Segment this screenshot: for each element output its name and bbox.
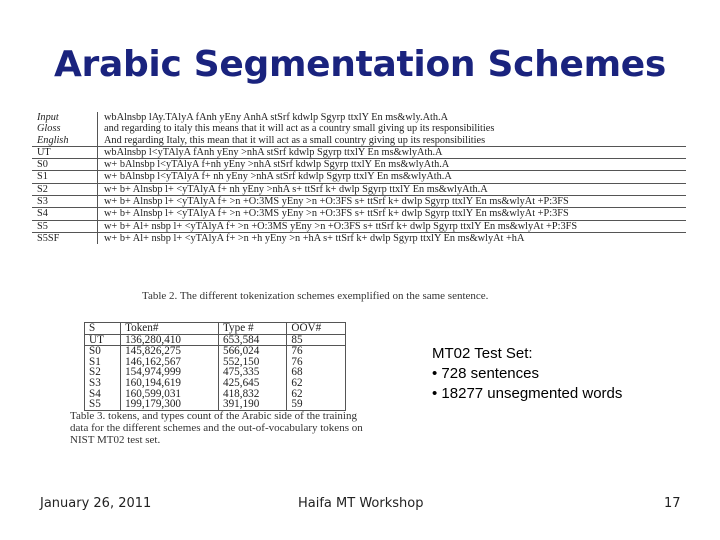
table-cell: 199,179,300 [121, 399, 219, 410]
row-label: Gloss [32, 123, 98, 134]
row-label: S3 [32, 196, 98, 208]
row-label: S5 [32, 220, 98, 232]
table-row [32, 183, 686, 195]
table-row [32, 135, 686, 147]
table-row [85, 334, 346, 346]
table-row [85, 389, 346, 400]
table-cell: 391,190 [218, 399, 286, 410]
table-cell: S2 [85, 367, 121, 378]
table-row [85, 367, 346, 378]
table-cell: 154,974,999 [121, 367, 219, 378]
row-label: Input [32, 112, 98, 123]
row-text: and regarding to italy this means that it will act as a country small giving up its responsibilities [104, 123, 495, 135]
row-text: wbAlnsbp l<yTAlyA fAnh yEny >nhA stSrf kdwlp Sgyrp ttxlY En ms&wlyAth.A [98, 146, 687, 158]
table-cell: 418,832 [218, 389, 286, 400]
table-cell: 145,826,275 [121, 346, 219, 357]
table-row [85, 346, 346, 357]
table-row [85, 399, 346, 410]
table-row [32, 123, 686, 134]
table-cell: S3 [85, 378, 121, 389]
table-row [32, 232, 686, 244]
table3-caption: Table 3. tokens, and types count of the Arabic side of the training data for the different schemes and the out-of-vocabulary tokens on NIST MT02 test set. [70, 410, 363, 446]
bullet-item: • 728 sentences [432, 365, 539, 382]
table-cell: 136,280,410 [121, 334, 219, 346]
tokenization-schemes-table [32, 112, 686, 244]
table-row [32, 171, 686, 183]
row-label: S5SF [32, 232, 98, 244]
row-label: S0 [32, 159, 98, 171]
table-row [32, 112, 686, 123]
table-cell: 85 [287, 334, 346, 346]
column-header: OOV# [287, 323, 346, 335]
row-text: w+ bAlnsbp l<yTAlyA f+ nh yEny >nhA stSrf kdwlp Sgyrp ttxlY En ms&wlyAth.A [98, 171, 687, 183]
table-row [85, 378, 346, 389]
table-header-row [85, 323, 346, 335]
table-cell: S5 [85, 399, 121, 410]
column-header: Token# [121, 323, 219, 335]
row-text: wbAlnsbp lAy.TAlyA fAnh yEny AnhA stSrf kdwlp Sgyrp ttxlY En ms&wly.Ath.A [104, 112, 449, 123]
table-row [32, 208, 686, 220]
notes-heading: MT02 Test Set: [432, 345, 533, 362]
row-label: English [32, 135, 98, 147]
table-cell: S4 [85, 389, 121, 400]
footer-workshop: Haifa MT Workshop [298, 496, 424, 511]
table-cell: 68 [287, 367, 346, 378]
table2-caption: Table 2. The different tokenization schemes exemplified on the same sentence. [142, 290, 489, 302]
table-cell: 160,194,619 [121, 378, 219, 389]
column-header: S [85, 323, 121, 335]
row-text: w+ b+ Alnsbp l+ <yTAlyA f+ >n +O:3MS yEny >n +O:3FS s+ ttSrf k+ dwlp Sgyrp ttxlY En ms&wlyAt +P:3FS [98, 196, 687, 208]
row-text: w+ bAlnsbp l<yTAlyA f+nh yEny >nhA stSrf kdwlp Sgyrp ttxlY En ms&wlyAth.A [98, 159, 687, 171]
table-cell: 76 [287, 357, 346, 368]
row-text: w+ b+ Alnsbp l+ <yTAlyA f+ >n +O:3MS yEny >n +O:3FS s+ ttSrf k+ dwlp Sgyrp ttxlY En ms&wlyAt +P:3FS [98, 208, 687, 220]
slide-title: Arabic Segmentation Schemes [53, 44, 667, 85]
table-cell: 425,645 [218, 378, 286, 389]
table-cell: 76 [287, 346, 346, 357]
table-row [32, 159, 686, 171]
table-row [85, 357, 346, 368]
row-label: S2 [32, 183, 98, 195]
row-text: w+ b+ Al+ nsbp l+ <yTAlyA f+ >n +h yEny >n +hA s+ ttSrf k+ dwlp Sgyrp ttxlY En ms&wlyAt +hA [98, 232, 687, 244]
table-cell: 160,599,031 [121, 389, 219, 400]
row-label: S4 [32, 208, 98, 220]
table-cell: 653,584 [218, 334, 286, 346]
token-counts-table [84, 322, 346, 411]
row-text: w+ b+ Alnsbp l+ <yTAlyA f+ nh yEny >nhA s+ ttSrf k+ dwlp Sgyrp ttxlY En ms&wlyAth.A [98, 183, 687, 195]
table-cell: 146,162,567 [121, 357, 219, 368]
table-cell: 62 [287, 378, 346, 389]
table-cell: UT [85, 334, 121, 346]
table-cell: 475,335 [218, 367, 286, 378]
column-header: Type # [218, 323, 286, 335]
row-label: S1 [32, 171, 98, 183]
table-row [32, 196, 686, 208]
table-cell: S0 [85, 346, 121, 357]
table-cell: 59 [287, 399, 346, 410]
row-text: And regarding Italy, this mean that it will act as a small country giving up its responsibilities [104, 134, 486, 146]
table-cell: 566,024 [218, 346, 286, 357]
table-cell: S1 [85, 357, 121, 368]
row-label: UT [32, 146, 98, 158]
table-cell: 552,150 [218, 357, 286, 368]
page-number: 17 [664, 496, 681, 511]
table-cell: 62 [287, 389, 346, 400]
table-row [32, 146, 686, 158]
test-set-notes [432, 344, 622, 404]
row-text: w+ b+ Al+ nsbp l+ <yTAlyA f+ >n +O:3MS yEny >n +O:3FS s+ ttSrf k+ dwlp Sgyrp ttxlY En ms&wlyAt +P:3FS [98, 220, 687, 232]
bullet-item: • 18277 unsegmented words [432, 385, 623, 402]
footer-date: January 26, 2011 [40, 496, 152, 511]
table-row [32, 220, 686, 232]
